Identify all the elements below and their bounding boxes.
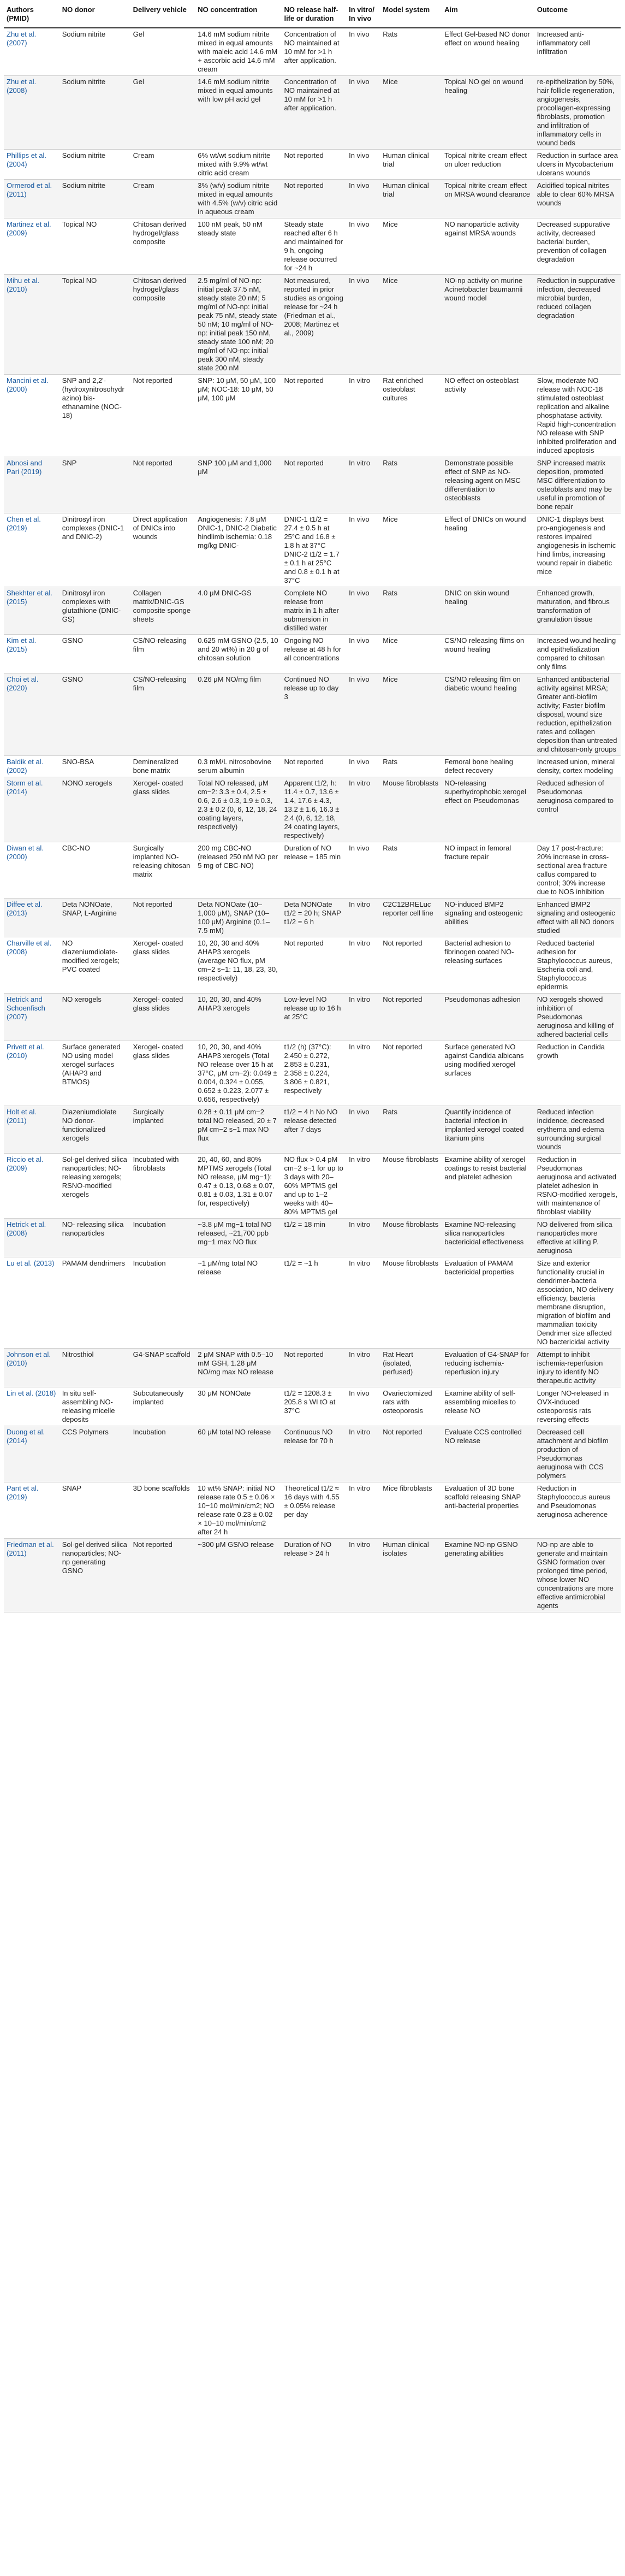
cell-delivery-vehicle: Surgically implanted [130,1106,195,1154]
cell-authors[interactable]: Johnson et al. (2010) [4,1349,59,1387]
cell-no-donor: Deta NONOate, SNAP, L-Arginine [59,899,130,937]
cell-authors[interactable]: Storm et al. (2014) [4,777,59,842]
header-row [4,3,621,28]
cell-aim: Examine ability of self-assembling micelles to release NO [442,1387,534,1426]
cell-half-life: Theoretical t1/2 ≈ 16 days with 4.55 ± 0.05% release per day [281,1482,346,1539]
cell-no-concentration: 10 wt% SNAP: initial NO release rate 0.5 ± 0.06 × 10−10 mol/min/cm2; NO release rate 0.23 ± 0.02 × 10−10 mol/min/cm2 after 24 h [195,1482,281,1539]
cell-authors[interactable]: Diffee et al. (2013) [4,899,59,937]
cell-half-life: Duration of NO release = 185 min [281,842,346,899]
cell-delivery-vehicle: CS/NO-releasing film [130,673,195,756]
cell-model-system: Rats [380,457,442,513]
cell-model-system: Rat Heart (isolated, perfused) [380,1349,442,1387]
cell-in-vitro-vivo: In vivo [346,76,380,150]
cell-half-life: Concentration of NO maintained at 10 mM for >1 h after application. [281,76,346,150]
table-row [4,275,621,375]
cell-no-donor: NO- releasing silica nanoparticles [59,1219,130,1257]
cell-in-vitro-vivo: In vitro [346,1539,380,1612]
table-row [4,513,621,587]
cell-half-life: Concentration of NO maintained at 10 mM for >1 h after application. [281,28,346,76]
cell-half-life: Duration of NO release > 24 h [281,1539,346,1612]
cell-aim: Examine NO-np GSNO generating abilities [442,1539,534,1612]
cell-in-vitro-vivo: In vivo [346,150,380,180]
cell-aim: Bacterial adhesion to fibrinogen coated NO-releasing surfaces [442,937,534,994]
cell-in-vitro-vivo: In vitro [346,899,380,937]
table-row [4,457,621,513]
cell-outcome: SNP increased matrix deposition, promoted MSC differentiation to osteoblasts and may be useful in promotion of bone repair [534,457,621,513]
cell-authors[interactable]: Riccio et al. (2009) [4,1154,59,1219]
cell-aim: NO effect on osteoblast activity [442,375,534,457]
cell-delivery-vehicle: Incubation [130,1257,195,1349]
cell-in-vitro-vivo: In vitro [346,994,380,1041]
cell-in-vitro-vivo: In vivo [346,275,380,375]
cell-model-system: Not reported [380,994,442,1041]
cell-aim: Evaluation of 3D bone scaffold releasing SNAP anti-bacterial properties [442,1482,534,1539]
cell-aim: Topical NO gel on wound healing [442,76,534,150]
cell-no-donor: Topical NO [59,218,130,275]
cell-authors[interactable]: Lin et al. (2018) [4,1387,59,1426]
cell-no-concentration: 6% wt/wt sodium nitrite mixed with 9.9% wt/wt citric acid cream [195,150,281,180]
cell-half-life: DNIC-1 t1/2 = 27.4 ± 0.5 h at 25°C and 16.8 ± 1.8 h at 37°C DNIC-2 t1/2 = 1.7 ± 0.1 h at 25°C and 0.8 ± 0.1 h at 37°C [281,513,346,587]
cell-no-donor: SNAP [59,1482,130,1539]
cell-authors[interactable]: Martinez et al. (2009) [4,218,59,275]
cell-no-concentration: 20, 40, 60, and 80% MPTMS xerogels (Total NO release, μM mg−1): 0.47 ± 0.13, 0.68 ± 0.07, 0.81 ± 0.03, 1.31 ± 0.07 for, respectively) [195,1154,281,1219]
cell-no-donor: PAMAM dendrimers [59,1257,130,1349]
cell-authors[interactable]: Chen et al. (2019) [4,513,59,587]
cell-outcome: Reduced adhesion of Pseudomonas aeruginosa compared to control [534,777,621,842]
cell-no-donor: GSNO [59,635,130,673]
header-invitro: In vitro/ In vivo [346,3,380,28]
table-row [4,635,621,673]
cell-authors[interactable]: Shekhter et al. (2015) [4,587,59,635]
cell-half-life: Apparent t1/2, h: 11.4 ± 0.7, 13.6 ± 1.4, 17.6 ± 4.3, 13.2 ± 1.6, 16.3 ± 2.4 (0, 6, 12, 18, 24 coating layers, respectively) [281,777,346,842]
cell-no-donor: SNO-BSA [59,756,130,777]
cell-delivery-vehicle: Incubation [130,1219,195,1257]
table-row [4,777,621,842]
cell-model-system: Mice [380,635,442,673]
header-concentration: NO concentration [195,3,281,28]
cell-outcome: Day 17 post-fracture: 20% increase in cross-sectional area fracture callus compared to control; 30% increase due to NOS inhibition [534,842,621,899]
table-row [4,218,621,275]
cell-model-system: Mouse fibroblasts [380,1154,442,1219]
cell-half-life: Low-level NO release up to 16 h at 25°C [281,994,346,1041]
cell-no-donor: GSNO [59,673,130,756]
header-donor: NO donor [59,3,130,28]
cell-in-vitro-vivo: In vivo [346,218,380,275]
cell-model-system: Rats [380,842,442,899]
header-aim: Aim [442,3,534,28]
cell-delivery-vehicle: Gel [130,76,195,150]
cell-model-system: C2C12BRELuc reporter cell line [380,899,442,937]
cell-authors[interactable]: Duong et al. (2014) [4,1426,59,1482]
cell-in-vitro-vivo: In vitro [346,1426,380,1482]
cell-model-system: Mouse fibroblasts [380,1219,442,1257]
cell-in-vitro-vivo: In vivo [346,180,380,218]
cell-outcome: NO-np are able to generate and maintain GSNO formation over prolonged time period, whose lower NO concentrations are more effective antimicrobial agents [534,1539,621,1612]
cell-no-concentration: 10, 20, 30, and 40% AHAP3 xerogels [195,994,281,1041]
cell-outcome: Longer NO-released in OVX-induced osteoporosis rats reversing effects [534,1387,621,1426]
cell-delivery-vehicle: Demineralized bone matrix [130,756,195,777]
cell-delivery-vehicle: 3D bone scaffolds [130,1482,195,1539]
cell-outcome: Reduction in Staphylococcus aureus and Pseudomonas aeruginosa adherence [534,1482,621,1539]
cell-aim: Topical nitrite cream effect on MRSA wound clearance [442,180,534,218]
cell-model-system: Rats [380,587,442,635]
cell-outcome: Reduced bacterial adhesion for Staphylococcus aureus, Escheria coli and, Staphylococcus epidermis [534,937,621,994]
cell-outcome: Increased wound healing and epithelialization compared to chitosan only films [534,635,621,673]
table-row [4,673,621,756]
table-row [4,1482,621,1539]
cell-no-concentration: 14.6 mM sodium nitrite mixed in equal amounts with low pH acid gel [195,76,281,150]
cell-in-vitro-vivo: In vitro [346,1349,380,1387]
cell-delivery-vehicle: Xerogel- coated glass slides [130,1041,195,1106]
cell-model-system: Mice [380,673,442,756]
cell-half-life: Not reported [281,150,346,180]
cell-authors[interactable]: Choi et al. (2020) [4,673,59,756]
cell-delivery-vehicle: Cream [130,180,195,218]
cell-half-life: Not reported [281,180,346,218]
cell-outcome: Increased anti-inflammatory cell infiltration [534,28,621,76]
cell-aim: Evaluation of PAMAM bactericidal properties [442,1257,534,1349]
cell-aim: DNIC on skin wound healing [442,587,534,635]
cell-in-vitro-vivo: In vivo [346,842,380,899]
cell-model-system: Rats [380,28,442,76]
cell-in-vitro-vivo: In vitro [346,1257,380,1349]
cell-in-vitro-vivo: In vitro [346,375,380,457]
cell-no-donor: Sodium nitrite [59,28,130,76]
cell-aim: NO-releasing superhydrophobic xerogel effect on Pseudomonas [442,777,534,842]
table-row [4,375,621,457]
cell-outcome: Decreased cell attachment and biofilm production of Pseudomonas aeruginosa with CCS polymers [534,1426,621,1482]
table-row [4,76,621,150]
cell-no-donor: CCS Polymers [59,1426,130,1482]
cell-delivery-vehicle: Not reported [130,375,195,457]
header-authors [4,3,59,28]
cell-no-donor: Sol-gel derived silica nanoparticles; NO-releasing xerogels; RSNO-modified xerogels [59,1154,130,1219]
table-header [4,3,621,28]
cell-half-life: Not reported [281,375,346,457]
cell-no-concentration: 0.625 mM GSNO (2.5, 10 and 20 wt%) in 20 g of chitosan solution [195,635,281,673]
cell-authors[interactable]: Hetrick and Schoenfisch (2007) [4,994,59,1041]
cell-aim: NO nanoparticle activity against MRSA wounds [442,218,534,275]
cell-half-life: Steady state reached after 6 h and maintained for 9 h, ongoing release occurred for ~24 h [281,218,346,275]
cell-no-concentration: Angiogenesis: 7.8 μM DNIC-1, DNIC-2 Diabetic hindlimb ischemia: 0.18 mg/kg DNIC- [195,513,281,587]
header-authors-label: Authors [7,5,34,14]
cell-no-donor: SNP and 2,2'-(hydroxynitrosohydrazino) bis-ethanamine (NOC-18) [59,375,130,457]
cell-no-concentration: 2 μM SNAP with 0.5–10 mM GSH, 1.28 μM NO/mg max NO release [195,1349,281,1387]
cell-outcome: re-epithelization by 50%, hair follicle regeneration, angiogenesis, procollagen-expressing fibroblasts, promotion and infiltration of inflammatory cells in wound beds [534,76,621,150]
cell-authors[interactable]: Hetrick et al. (2008) [4,1219,59,1257]
table-row [4,842,621,899]
cell-model-system: Mice [380,218,442,275]
cell-authors[interactable]: Baldik et al. (2002) [4,756,59,777]
cell-no-donor: Sodium nitrite [59,150,130,180]
cell-no-donor: NO xerogels [59,994,130,1041]
cell-outcome: Reduction in Pseudomonas aeruginosa and activated platelet adhesion in RSNO-modified xerogels, with maintenance of fibroblast viability [534,1154,621,1219]
table-body [4,28,621,1612]
cell-in-vitro-vivo: In vivo [346,1387,380,1426]
cell-half-life: t1/2 (h) (37°C): 2.450 ± 0.272, 2.853 ± 0.231, 2.358 ± 0.224, 3.806 ± 0.821, respectively [281,1041,346,1106]
data-table [4,3,621,1612]
cell-model-system: Rats [380,756,442,777]
cell-model-system: Not reported [380,1041,442,1106]
cell-aim: Topical nitrite cream effect on ulcer reduction [442,150,534,180]
cell-in-vitro-vivo: In vivo [346,513,380,587]
cell-authors[interactable]: Abnosi and Pari (2019) [4,457,59,513]
cell-in-vitro-vivo: In vivo [346,587,380,635]
cell-model-system: Mouse fibroblasts [380,777,442,842]
cell-outcome: Increased union, mineral density, cortex modeling [534,756,621,777]
cell-half-life: Continued NO release up to day 3 [281,673,346,756]
cell-authors[interactable]: Phillips et al. (2004) [4,150,59,180]
cell-authors[interactable]: Mancini et al. (2000) [4,375,59,457]
table-row [4,756,621,777]
cell-aim: NO-induced BMP2 signaling and osteogenic abilities [442,899,534,937]
cell-authors[interactable]: Lu et al. (2013) [4,1257,59,1349]
cell-no-concentration: 100 nM peak, 50 nM steady state [195,218,281,275]
cell-in-vitro-vivo: In vivo [346,756,380,777]
cell-aim: Evaluate CCS controlled NO release [442,1426,534,1482]
cell-no-concentration: 0.28 ± 0.11 μM cm−2 total NO released, 20 ± 7 pM cm−2 s−1 max NO flux [195,1106,281,1154]
cell-no-concentration: Deta NONOate (10–1,000 μM), SNAP (10–100 μM) Arginine (0.1–7.5 mM) [195,899,281,937]
table-row [4,1539,621,1612]
cell-aim: Quantify incidence of bacterial infection in implanted xerogel coated titanium pins [442,1106,534,1154]
table-row [4,1106,621,1154]
cell-in-vitro-vivo: In vitro [346,937,380,994]
cell-model-system: Mice fibroblasts [380,1482,442,1539]
cell-model-system: Rat enriched osteoblast cultures [380,375,442,457]
cell-outcome: Reduction in Candida growth [534,1041,621,1106]
table-row [4,994,621,1041]
cell-half-life: Continuous NO release for 70 h [281,1426,346,1482]
cell-no-donor: Dinitrosyl iron complexes (DNIC-1 and DNIC-2) [59,513,130,587]
table-row [4,1257,621,1349]
cell-no-concentration: 200 mg CBC-NO (released 250 nM NO per 5 mg of CBC-NO) [195,842,281,899]
cell-delivery-vehicle: Not reported [130,1539,195,1612]
table-row [4,899,621,937]
cell-model-system: Human clinical isolates [380,1539,442,1612]
cell-no-donor: Sodium nitrite [59,180,130,218]
cell-authors[interactable]: Kim et al. (2015) [4,635,59,673]
cell-delivery-vehicle: Chitosan derived hydrogel/glass composite [130,275,195,375]
header-outcome: Outcome [534,3,621,28]
header-vehicle: Delivery vehicle [130,3,195,28]
cell-no-concentration: ~3.8 μM mg−1 total NO released, ~21,700 ppb mg−1 max NO flux [195,1219,281,1257]
cell-no-concentration: 0.3 mM/L nitrosobovine serum albumin [195,756,281,777]
table-row [4,1349,621,1387]
header-pmid-label: (PMID) [7,14,29,22]
cell-no-concentration: 0.26 μM NO/mg film [195,673,281,756]
cell-in-vitro-vivo: In vitro [346,1219,380,1257]
cell-delivery-vehicle: Surgically implanted NO-releasing chitosan matrix [130,842,195,899]
cell-outcome: NO delivered from silica nanoparticles more effective at killing P. aeruginosa [534,1219,621,1257]
cell-in-vitro-vivo: In vivo [346,28,380,76]
cell-authors[interactable]: Privett et al. (2010) [4,1041,59,1106]
cell-model-system: Rats [380,1106,442,1154]
cell-in-vitro-vivo: In vitro [346,1482,380,1539]
data-table-container [4,3,621,1612]
cell-no-donor: Dinitrosyl iron complexes with glutathione (DNIC-GS) [59,587,130,635]
cell-outcome: Decreased suppurative activity, decreased bacterial burden, prevention of collagen degradation [534,218,621,275]
cell-delivery-vehicle: Gel [130,28,195,76]
cell-outcome: Reduction in surface area ulcers in Mycobacterium ulcerans wounds [534,150,621,180]
cell-no-concentration: SNP: 10 μM, 50 μM, 100 μM; NOC-18: 10 μM, 50 μM, 100 μM [195,375,281,457]
cell-half-life: Complete NO release from matrix in 1 h after submersion in distilled water [281,587,346,635]
cell-half-life: Not measured, reported in prior studies as ongoing release for ~24 h (Friedman et al., 2008; Martinez et al., 2009) [281,275,346,375]
cell-no-concentration: 30 μM NONOate [195,1387,281,1426]
cell-aim: CS/NO releasing films on wound healing [442,635,534,673]
cell-aim: Evaluation of G4-SNAP for reducing ischemia-reperfusion injury [442,1349,534,1387]
cell-authors[interactable]: Zhu et al. (2007) [4,28,59,76]
cell-no-donor: Sol-gel derived silica nanoparticles; NO-np generating GSNO [59,1539,130,1612]
cell-model-system: Mice [380,76,442,150]
cell-no-donor: Diazeniumdiolate NO donor-functionalized xerogels [59,1106,130,1154]
table-row [4,28,621,76]
cell-half-life: Ongoing NO release at 48 h for all concentrations [281,635,346,673]
cell-no-concentration: Total NO released, μM cm−2: 3.3 ± 0.4, 2.5 ± 0.6, 2.6 ± 0.3, 1.9 ± 0.3, 2.3 ± 0.2 (0, 6, 12, 18, 24 coating layers, respectively) [195,777,281,842]
cell-no-concentration: 14.6 mM sodium nitrite mixed in equal amounts with maleic acid 14.6 mM + ascorbic acid 14.6 mM cream [195,28,281,76]
cell-outcome: Attempt to inhibit ischemia-reperfusion injury to identify NO therapeutic activity [534,1349,621,1387]
cell-delivery-vehicle: Direct application of DNICs into wounds [130,513,195,587]
cell-no-concentration: 2.5 mg/ml of NO-np: initial peak 37.5 nM, steady state 20 nM; 5 mg/ml of NO-np: initial peak 75 nM, steady state 50 nM; 10 mg/ml of NO-np: initial peak 150 nM, steady state 100 nM; 20 mg/ml of NO-np: initial peak 300 nM, steady state 200 nM [195,275,281,375]
cell-outcome: NO xerogels showed inhibition of Pseudomonas aeruginosa and killing of adhered bacterial cells [534,994,621,1041]
cell-aim: Effect of DNICs on wound healing [442,513,534,587]
cell-delivery-vehicle: Collagen matrix/DNIC-GS composite sponge sheets [130,587,195,635]
cell-no-donor: CBC-NO [59,842,130,899]
cell-aim: Pseudomonas adhesion [442,994,534,1041]
cell-aim: Effect Gel-based NO donor effect on wound healing [442,28,534,76]
cell-outcome: Enhanced BMP2 signaling and osteogenic effect with all NO donors studied [534,899,621,937]
cell-delivery-vehicle: Not reported [130,457,195,513]
cell-outcome: Enhanced antibacterial activity against MRSA; Greater anti-biofilm activity; Faster biofilm disposal, wound size reduction, epithelization rates and collagen deposition than untreated and chitosan-only groups [534,673,621,756]
cell-in-vitro-vivo: In vivo [346,635,380,673]
cell-no-concentration: ~300 μM GSNO release [195,1539,281,1612]
cell-delivery-vehicle: Xerogel- coated glass slides [130,937,195,994]
cell-model-system: Mouse fibroblasts [380,1257,442,1349]
cell-no-donor: In situ self-assembling NO-releasing micelle deposits [59,1387,130,1426]
cell-aim: Femoral bone healing defect recovery [442,756,534,777]
cell-half-life: t1/2 = 1208.3 ± 205.8 s WI tO at 37°C [281,1387,346,1426]
cell-aim: NO-np activity on murine Acinetobacter baumannii wound model [442,275,534,375]
cell-authors[interactable]: Holt et al. (2011) [4,1106,59,1154]
table-row [4,1219,621,1257]
cell-delivery-vehicle: CS/NO-releasing film [130,635,195,673]
table-row [4,180,621,218]
cell-half-life: Not reported [281,1349,346,1387]
cell-outcome: DNIC-1 displays best pro-angiogenesis and restores impaired angiogenesis in ischemic hind limbs, increasing wound repair in diabetic mice [534,513,621,587]
cell-aim: Demonstrate possible effect of SNP as NO-releasing agent on MSC differentiation to osteoblasts [442,457,534,513]
cell-in-vitro-vivo: In vivo [346,1106,380,1154]
cell-half-life: Not reported [281,756,346,777]
cell-no-donor: Sodium nitrite [59,76,130,150]
cell-no-concentration: 3% (w/v) sodium nitrite mixed in equal amounts with 4.5% (w/v) citric acid in aqueous cream [195,180,281,218]
cell-delivery-vehicle: Incubation [130,1426,195,1482]
table-row [4,1154,621,1219]
cell-authors[interactable]: Zhu et al. (2008) [4,76,59,150]
cell-no-donor: Topical NO [59,275,130,375]
cell-model-system: Not reported [380,1426,442,1482]
cell-delivery-vehicle: G4-SNAP scaffold [130,1349,195,1387]
cell-authors[interactable]: Friedman et al. (2011) [4,1539,59,1612]
cell-authors[interactable]: Ormerod et al. (2011) [4,180,59,218]
cell-model-system: Not reported [380,937,442,994]
cell-half-life: NO flux > 0.4 pM cm−2 s−1 for up to 3 days with 20–60% MPTMS gel and up to 1–2 weeks with 40–80% MPTMS gel [281,1154,346,1219]
table-row [4,1041,621,1106]
cell-no-donor: NO diazeniumdiolate-modified xerogels; PVC coated [59,937,130,994]
cell-model-system: Human clinical trial [380,180,442,218]
cell-delivery-vehicle: Xerogel- coated glass slides [130,994,195,1041]
cell-no-concentration: ~1 μM/mg total NO release [195,1257,281,1349]
cell-half-life: t1/2 = 4 h No NO release detected after 7 days [281,1106,346,1154]
cell-no-concentration: SNP 100 μM and 1,000 μM [195,457,281,513]
header-model: Model system [380,3,442,28]
cell-in-vitro-vivo: In vivo [346,673,380,756]
cell-no-donor: Surface generated NO using model xerogel surfaces (AHAP3 and BTMOS) [59,1041,130,1106]
cell-no-concentration: 10, 20, 30 and 40% AHAP3 xerogels (average NO flux, pM cm−2 s−1: 11, 18, 23, 30, respectively) [195,937,281,994]
header-halflife: NO release half-life or duration [281,3,346,28]
table-row [4,1387,621,1426]
cell-model-system: Human clinical trial [380,150,442,180]
cell-no-concentration: 4.0 μM DNIC-GS [195,587,281,635]
cell-half-life: Deta NONOate t1/2 = 20 h; SNAP t1/2 = 6 h [281,899,346,937]
cell-model-system: Mice [380,275,442,375]
cell-outcome: Size and exterior functionality crucial in dendrimer-bacteria association, NO delivery efficiency, bacteria membrane disruption, migration of biofilm and mammalian toxicity Dendrimer size affected NO bactericidal activity [534,1257,621,1349]
cell-half-life: t1/2 = ~1 h [281,1257,346,1349]
table-row [4,587,621,635]
cell-half-life: Not reported [281,457,346,513]
cell-authors[interactable]: Diwan et al. (2000) [4,842,59,899]
table-row [4,937,621,994]
cell-delivery-vehicle: Incubated with fibroblasts [130,1154,195,1219]
cell-no-donor: Nitrosthiol [59,1349,130,1387]
cell-authors[interactable]: Mihu et al. (2010) [4,275,59,375]
cell-outcome: Reduction in suppurative infection, decreased microbial burden, reduced collagen degradation [534,275,621,375]
cell-in-vitro-vivo: In vitro [346,1041,380,1106]
cell-authors[interactable]: Pant et al. (2019) [4,1482,59,1539]
cell-authors[interactable]: Charville et al. (2008) [4,937,59,994]
cell-in-vitro-vivo: In vitro [346,777,380,842]
cell-aim: Surface generated NO against Candida albicans using modified xerogel surfaces [442,1041,534,1106]
cell-model-system: Mice [380,513,442,587]
cell-outcome: Slow, moderate NO release with NOC-18 stimulated osteoblast replication and alkaline phosphatase activity. Rapid high-concentration NO release with SNP inhibited proliferation and induced apoptosis [534,375,621,457]
cell-delivery-vehicle: Cream [130,150,195,180]
cell-no-donor: SNP [59,457,130,513]
cell-no-concentration: 60 μM total NO release [195,1426,281,1482]
cell-in-vitro-vivo: In vitro [346,1154,380,1219]
cell-outcome: Reduced infection incidence, decreased erythema and edema surrounding surgical wounds [534,1106,621,1154]
cell-outcome: Acidified topical nitrites able to clear 60% MRSA wounds [534,180,621,218]
table-row [4,1426,621,1482]
cell-no-donor: NONO xerogels [59,777,130,842]
cell-outcome: Enhanced growth, maturation, and fibrous transformation of granulation tissue [534,587,621,635]
cell-no-concentration: 10, 20, 30, and 40% AHAP3 xerogels (Total NO release over 15 h at 37°C, μM cm−2): 0.049 ± 0.004, 0.324 ± 0.055, 0.652 ± 0.223, 2.077 ± 0.656, respectively) [195,1041,281,1106]
cell-model-system: Ovariectomized rats with osteoporosis [380,1387,442,1426]
cell-aim: Examine NO-releasing silica nanoparticles bactericidal effectiveness [442,1219,534,1257]
table-row [4,150,621,180]
cell-aim: NO impact in femoral fracture repair [442,842,534,899]
cell-delivery-vehicle: Xerogel- coated glass slides [130,777,195,842]
cell-delivery-vehicle: Chitosan derived hydrogel/glass composite [130,218,195,275]
cell-aim: Examine ability of xerogel coatings to resist bacterial and platelet adhesion [442,1154,534,1219]
cell-aim: CS/NO releasing film on diabetic wound healing [442,673,534,756]
cell-delivery-vehicle: Not reported [130,899,195,937]
cell-half-life: Not reported [281,937,346,994]
cell-delivery-vehicle: Subcutaneously implanted [130,1387,195,1426]
cell-half-life: t1/2 = 18 min [281,1219,346,1257]
cell-in-vitro-vivo: In vitro [346,457,380,513]
